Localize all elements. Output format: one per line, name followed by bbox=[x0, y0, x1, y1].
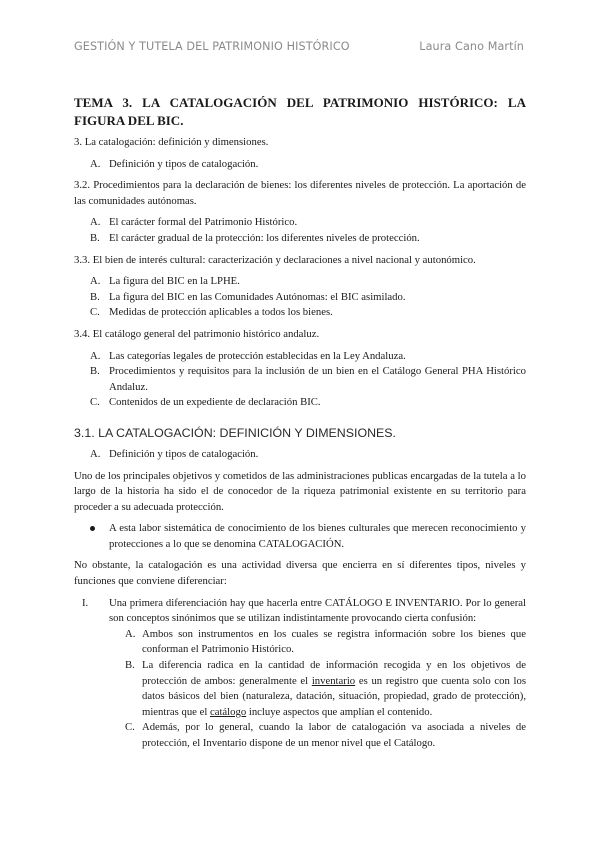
outline-item-text: La figura del BIC en las Comunidades Autónomas: el BIC asimilado. bbox=[109, 290, 406, 303]
bullet-dot bbox=[90, 526, 95, 531]
outline-list bbox=[74, 349, 526, 411]
outline-item bbox=[74, 274, 526, 290]
list-marker: A. bbox=[90, 349, 101, 362]
bullet-item bbox=[74, 521, 526, 552]
nested-item-text-part: La diferencia radica en la cantidad de información recogida y en los objetivos de protección de ambos: generalmente el bbox=[142, 659, 526, 687]
outline-item bbox=[74, 157, 526, 173]
roman-marker: I. bbox=[82, 596, 89, 609]
nested-item bbox=[109, 720, 526, 751]
outline-heading: 3.3. El bien de interés cultural: caracterización y declaraciones a nivel nacional y autonómico. bbox=[74, 253, 476, 266]
nested-item-text-part: es un registro que cuenta solo con los datos básicos del bien (naturaleza, datación, situación, propiedad, grado de protección), mientras que el bbox=[142, 674, 526, 718]
nested-item-text: Además, por lo general, cuando la labor de catalogación va asociada a niveles de protección, el Inventario dispone de un menor nivel que el Catálogo. bbox=[142, 721, 526, 749]
header-author: Laura Cano Martín bbox=[419, 40, 524, 53]
list-marker: C. bbox=[125, 721, 135, 734]
underlined-term-inventario: inventario bbox=[311, 674, 356, 687]
body-paragraph: Uno de los principales objetivos y cometidos de las administraciones publicas encargadas de la tutela a lo largo de la historia ha sido el de conocedor de la riqueza patrimonial existente en su territorio para proceder a su adecuada protección. bbox=[74, 469, 526, 513]
list-marker: B. bbox=[125, 659, 135, 672]
outline-item-text: Contenidos de un expediente de declaración BIC. bbox=[109, 396, 321, 409]
outline-item bbox=[74, 305, 526, 321]
outline-item-text: El carácter formal del Patrimonio Histórico. bbox=[109, 216, 298, 229]
list-marker: A. bbox=[125, 627, 136, 640]
section-subitem bbox=[74, 447, 526, 463]
list-marker: A. bbox=[90, 275, 101, 288]
outline-item bbox=[74, 231, 526, 247]
bullet-text: A esta labor sistemática de conocimiento de los bienes culturales que merecen reconocimiento y protecciones a lo que se denomina CATALOGACIÓN. bbox=[109, 522, 526, 550]
roman-item-text: Una primera diferenciación hay que hacerla entre CATÁLOGO E INVENTARIO. Por lo general son conceptos sinónimos que se utilizan indistintamente provocando cierta confusión: bbox=[109, 596, 526, 625]
list-marker: C. bbox=[90, 396, 100, 409]
outline-item-text: Medidas de protección aplicables a todos los bienes. bbox=[109, 306, 333, 319]
page-content bbox=[74, 94, 526, 752]
roman-list-item bbox=[74, 596, 526, 752]
nested-item bbox=[109, 627, 526, 658]
underlined-term-catalogo: catálogo bbox=[209, 705, 247, 718]
outline-item bbox=[74, 349, 526, 365]
outline-item bbox=[74, 290, 526, 306]
outline-heading: 3. La catalogación: definición y dimensiones. bbox=[74, 136, 269, 148]
outline-list bbox=[74, 274, 526, 321]
list-marker: B. bbox=[90, 290, 100, 303]
outline-item-text: El carácter gradual de la protección: los diferentes niveles de protección. bbox=[109, 231, 420, 244]
list-marker: A. bbox=[90, 216, 101, 229]
header-course-title: GESTIÓN Y TUTELA DEL PATRIMONIO HISTÓRICO bbox=[74, 40, 350, 53]
outline-item bbox=[74, 215, 526, 231]
list-marker: A. bbox=[90, 447, 101, 460]
outline-heading: 3.4. El catálogo general del patrimonio histórico andaluz. bbox=[74, 327, 320, 340]
outline-item-text: La figura del BIC en la LPHE. bbox=[109, 275, 240, 288]
outline-list bbox=[74, 157, 526, 173]
list-marker: B. bbox=[90, 231, 100, 244]
nested-item-text: Ambos son instrumentos en los cuales se registra información sobre los bienes que conforman el Patrimonio Histórico. bbox=[142, 627, 526, 656]
list-marker: A. bbox=[90, 157, 101, 170]
document-title: TEMA 3. LA CATALOGACIÓN DEL PATRIMONIO HISTÓRICO: LA FIGURA DEL BIC. bbox=[74, 95, 526, 128]
body-paragraph: No obstante, la catalogación es una actividad diversa que encierra en sí diferentes tipos, niveles y funciones que conviene diferenciar: bbox=[74, 559, 526, 588]
outline-item bbox=[74, 364, 526, 395]
outline-item-text: Las categorías legales de protección establecidas en la Ley Andaluza. bbox=[109, 349, 406, 362]
outline-item-text: Procedimientos y requisitos para la inclusión de un bien en el Catálogo General PHA Histórico Andaluz. bbox=[109, 365, 526, 393]
nested-item bbox=[109, 658, 526, 720]
nested-item-text-part: incluye aspectos que amplían el contenido. bbox=[246, 705, 433, 718]
outline-item-text: Definición y tipos de catalogación. bbox=[109, 157, 259, 170]
outline-heading: 3.2. Procedimientos para la declaración de bienes: los diferentes niveles de protección. La aportación de las comunidades autónomas. bbox=[74, 179, 526, 207]
section-subitem-text: Definición y tipos de catalogación. bbox=[109, 447, 259, 460]
outline-list bbox=[74, 215, 526, 246]
nested-list bbox=[109, 627, 526, 752]
list-marker: C. bbox=[90, 306, 100, 319]
list-marker: B. bbox=[90, 365, 100, 378]
section-heading: 3.1. LA CATALOGACIÓN: DEFINICIÓN Y DIMENSIONES. bbox=[74, 425, 397, 440]
outline-item bbox=[74, 395, 526, 411]
section-sublist bbox=[74, 447, 526, 463]
running-header bbox=[74, 40, 524, 53]
